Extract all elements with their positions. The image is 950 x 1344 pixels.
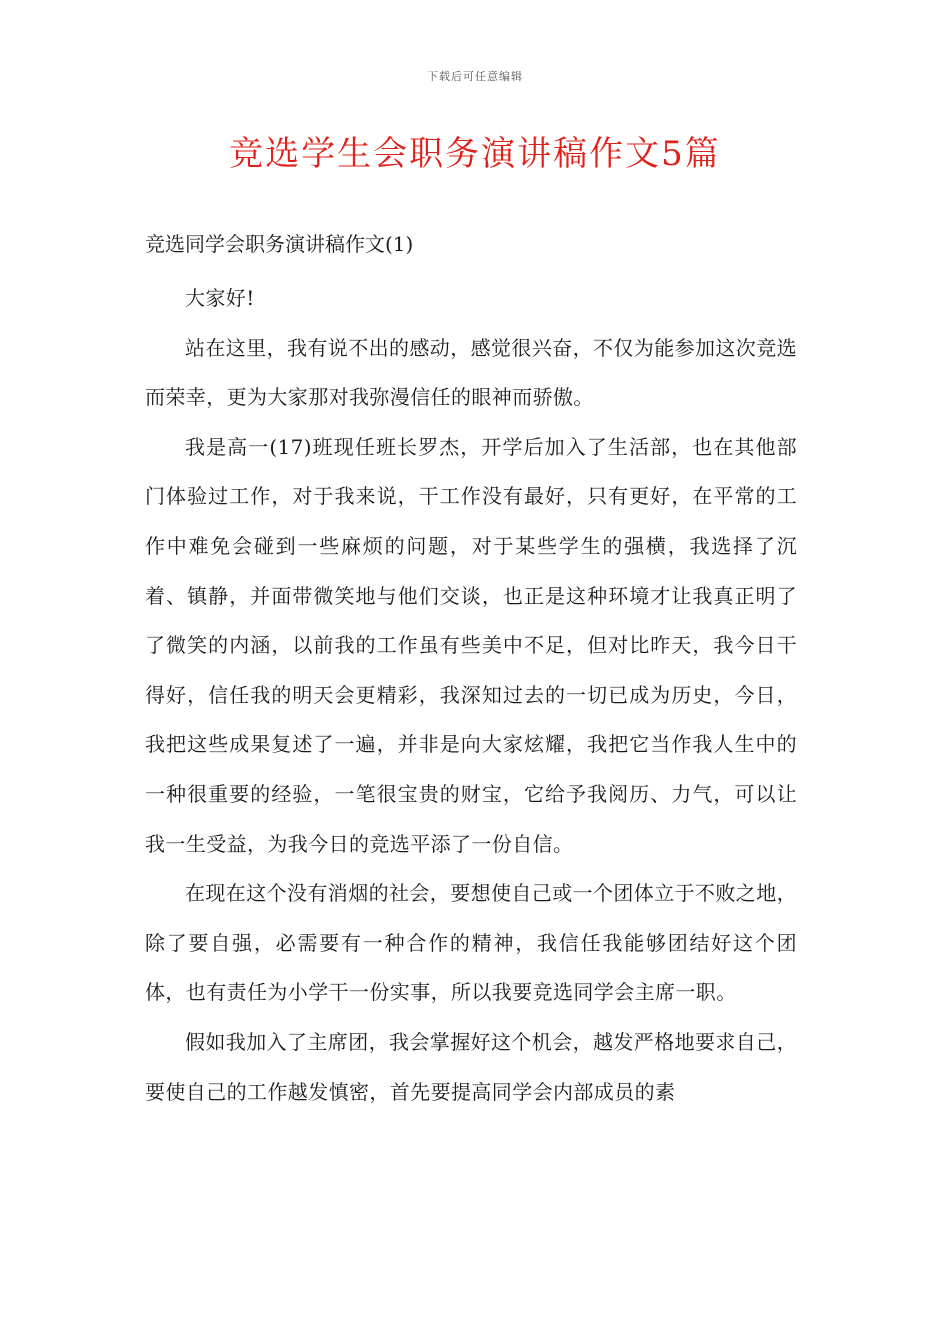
document-title: 竞选学生会职务演讲稿作文5篇	[229, 134, 721, 174]
paragraph: 站在这里，我有说不出的感动，感觉很兴奋，不仅为能参加这次竞选而荣幸，更为大家那对我弥漫信任的眼神而骄傲。	[145, 335, 797, 410]
paragraph: 在现在这个没有消烟的社会，要想使自己或一个团体立于不败之地，除了要自强，必需要有一种合作的精神，我信任我能够团结好这个团体，也有责任为小学干一份实事，所以我要竞选同学会主席一职。	[145, 881, 797, 1005]
paragraph: 假如我加入了主席团，我会掌握好这个机会，越发严格地要求自己，要使自己的工作越发慎密，首先要提高同学会内部成员的素	[145, 1029, 797, 1104]
paragraph-greeting: 大家好!	[185, 286, 255, 310]
section-heading: 竞选同学会职务演讲稿作文(1)	[145, 232, 414, 256]
header-note: 下载后可任意编辑	[427, 70, 523, 83]
paragraph: 我是高一(17)班现任班长罗杰，开学后加入了生活部，也在其他部门体验过工作，对于我来说，干工作没有最好，只有更好，在平常的工作中难免会碰到一些麻烦的问题，对于某些学生的强横，我选择了沉着、镇静，并面带微笑地与他们交谈，也正是这种环境才让我真正明了了微笑的内涵，以前我的工作虽有些美中不足，但对比昨天，我今日干得好，信任我的明天会更精彩，我深知过去的一切已成为历史，今日，我把这些成果复述了一遍，并非是向大家炫耀，我把它当作我人生中的一种很重要的经验，一笔很宝贵的财宝，它给予我阅历、力气，可以让我一生受益，为我今日的竞选平添了一份自信。	[145, 434, 797, 856]
document-body	[145, 224, 797, 1117]
